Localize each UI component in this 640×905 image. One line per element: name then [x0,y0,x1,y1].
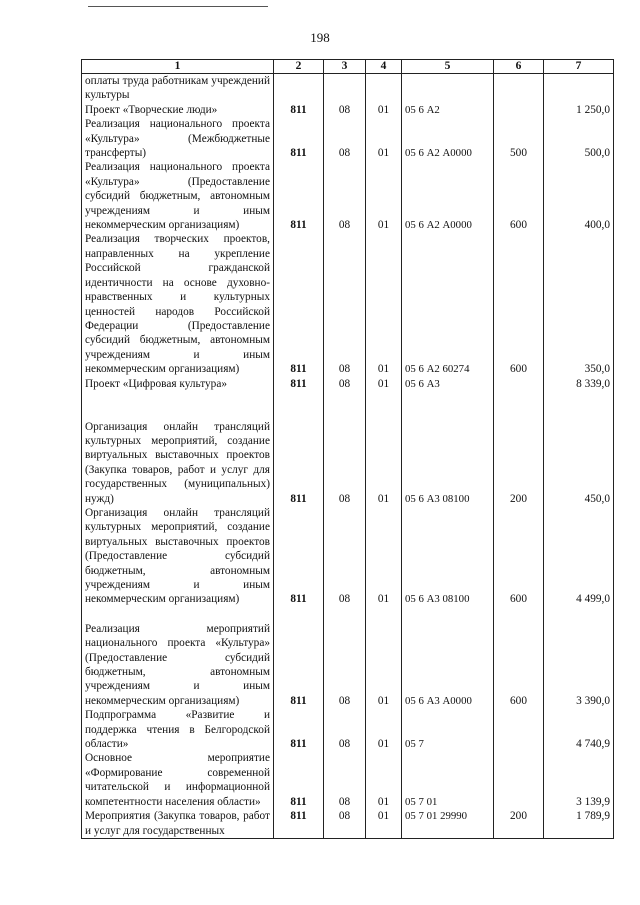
table-row [82,232,614,376]
row-col7: 1 789,9 [544,809,614,838]
table-row [82,377,614,420]
row-col2: 811 [274,420,324,506]
header-row [82,60,614,74]
row-col5: 05 6 А3 А0000 [402,622,494,708]
row-col6 [494,708,544,751]
row-col7: 3 390,0 [544,622,614,708]
table-row [82,708,614,751]
table-row [82,103,614,117]
row-name: Проект «Цифровая культура» [82,377,274,420]
row-col6: 600 [494,622,544,708]
row-col2: 811 [274,232,324,376]
row-col5: 05 6 А2 А0000 [402,160,494,232]
row-col7: 8 339,0 [544,377,614,420]
row-col3: 08 [324,103,366,117]
row-col5: 05 6 А3 08100 [402,506,494,622]
row-col5: 05 7 01 [402,751,494,809]
row-col6 [494,751,544,809]
row-name: Мероприятия (Закупка товаров, работ и услуг для государственных [82,809,274,838]
row-col6: 200 [494,420,544,506]
col-header-3: 3 [324,60,366,74]
row-col2: 811 [274,160,324,232]
row-col3: 08 [324,160,366,232]
row-col2: 811 [274,751,324,809]
row-col6: 600 [494,232,544,376]
row-col3: 08 [324,117,366,160]
row-col7 [544,74,614,103]
row-name: Реализация творческих проектов, направленных на укрепление Российской гражданской идентичности на основе духовно-нравственных и культурных ценностей народов Российской Федерации (Предоставление субсидий бюджетным, автономным учреждениям и иным некоммерческим организациям) [82,232,274,376]
row-col4: 01 [366,117,402,160]
row-col3: 08 [324,420,366,506]
row-col5: 05 6 А3 08100 [402,420,494,506]
row-col3: 08 [324,232,366,376]
col-header-5: 5 [402,60,494,74]
row-col5: 05 7 01 29990 [402,809,494,838]
row-col6: 200 [494,809,544,838]
row-name: Реализация мероприятий национального проекта «Культура» (Предоставление субсидий бюджетным, автономным учреждениям и иным некоммерческим организациям) [82,622,274,708]
row-name: оплаты труда работникам учреждений культуры [82,74,274,103]
row-col6 [494,74,544,103]
row-col3: 08 [324,708,366,751]
row-col4: 01 [366,506,402,622]
row-name: Подпрограмма «Развитие и поддержка чтения в Белгородской области» [82,708,274,751]
row-col5: 05 6 А2 [402,103,494,117]
table-row [82,117,614,160]
row-col5: 05 6 А2 60274 [402,232,494,376]
row-col4: 01 [366,103,402,117]
row-col4: 01 [366,160,402,232]
row-name: Основное мероприятие «Формирование современной читательской и информационной компетентности населения области» [82,751,274,809]
row-col4: 01 [366,751,402,809]
row-col2: 811 [274,809,324,838]
table-row [82,74,614,103]
row-col7: 1 250,0 [544,103,614,117]
row-name: Реализация национального проекта «Культура» (Межбюджетные трансферты) [82,117,274,160]
row-col2: 811 [274,103,324,117]
row-col7: 500,0 [544,117,614,160]
row-name: Проект «Творческие люди» [82,103,274,117]
col-header-1: 1 [82,60,274,74]
table-row [82,160,614,232]
row-col2: 811 [274,117,324,160]
row-col7: 4 740,9 [544,708,614,751]
row-col6: 600 [494,160,544,232]
row-col7: 400,0 [544,160,614,232]
row-col4: 01 [366,622,402,708]
row-col4: 01 [366,377,402,420]
row-col2: 811 [274,622,324,708]
table-row [82,506,614,622]
row-col2 [274,74,324,103]
table-row [82,622,614,708]
top-rule [88,6,268,7]
table-row [82,751,614,809]
row-col7: 4 499,0 [544,506,614,622]
col-header-2: 2 [274,60,324,74]
page-number: 198 [310,30,330,45]
row-col7: 350,0 [544,232,614,376]
row-col6 [494,103,544,117]
col-header-4: 4 [366,60,402,74]
row-col5: 05 6 А2 А0000 [402,117,494,160]
row-col4 [366,74,402,103]
col-header-7: 7 [544,60,614,74]
row-col3: 08 [324,506,366,622]
table-row [82,420,614,506]
row-col3: 08 [324,751,366,809]
row-name: Организация онлайн трансляций культурных мероприятий, создание виртуальных выставочных проектов (Закупка товаров, работ и услуг для государственных (муниципальных) нужд) [82,420,274,506]
row-col4: 01 [366,708,402,751]
budget-table [81,59,614,839]
row-col6: 500 [494,117,544,160]
row-col6 [494,377,544,420]
row-col3 [324,74,366,103]
row-name: Организация онлайн трансляций культурных мероприятий, создание виртуальных выставочных проектов (Предоставление субсидий бюджетным, автономным учреждениям и иным некоммерческим организациям) [82,506,274,622]
row-col5: 05 7 [402,708,494,751]
row-col7: 3 139,9 [544,751,614,809]
row-col2: 811 [274,506,324,622]
row-col6: 600 [494,506,544,622]
row-col3: 08 [324,622,366,708]
row-col3: 08 [324,809,366,838]
row-col4: 01 [366,420,402,506]
col-header-6: 6 [494,60,544,74]
row-col3: 08 [324,377,366,420]
table-row [82,809,614,838]
row-name: Реализация национального проекта «Культура» (Предоставление субсидий бюджетным, автономным учреждениям и иным некоммерческим организациям) [82,160,274,232]
row-col7: 450,0 [544,420,614,506]
row-col2: 811 [274,377,324,420]
row-col4: 01 [366,809,402,838]
row-col5: 05 6 А3 [402,377,494,420]
row-col4: 01 [366,232,402,376]
row-col2: 811 [274,708,324,751]
row-col5 [402,74,494,103]
